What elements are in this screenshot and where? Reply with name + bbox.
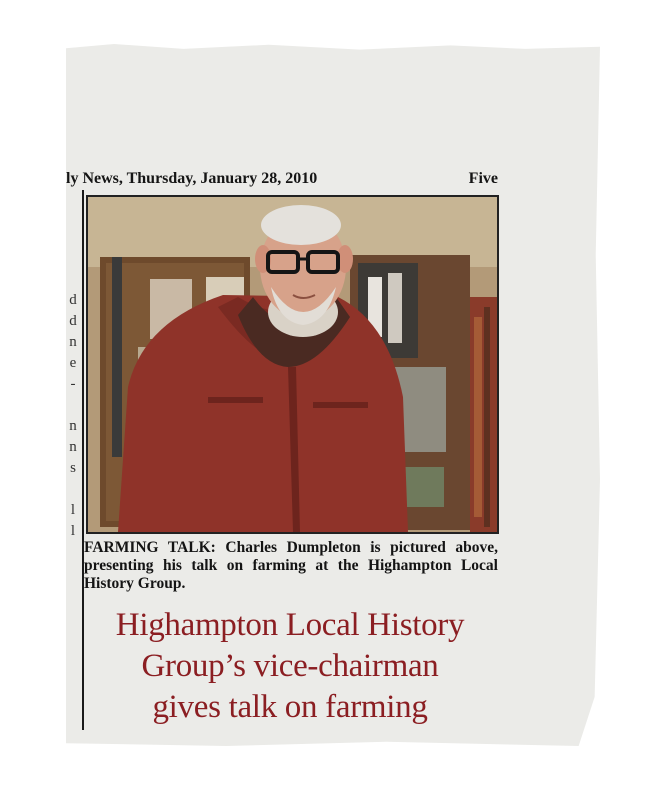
headline-line-1: Highampton Local History xyxy=(115,607,465,643)
edge-letter: n xyxy=(69,439,77,455)
cut-off-column-text xyxy=(66,290,80,542)
edge-letter: - xyxy=(70,376,76,392)
edge-letter: e xyxy=(69,355,77,371)
edge-letter: n xyxy=(69,334,77,350)
edge-letter: d xyxy=(69,313,77,329)
caption-lead: FARMING TALK: xyxy=(84,539,216,556)
headline-line-3: gives talk on farming xyxy=(152,689,428,725)
edge-letter xyxy=(66,479,80,500)
caption-text: Charles Dumpleton is pictured above, presenting his talk on farming at the Highampton Local History Group. xyxy=(84,539,499,592)
edge-letter: l xyxy=(70,523,76,539)
newspaper-masthead xyxy=(66,168,498,192)
edge-letter xyxy=(66,395,80,416)
news-photo xyxy=(86,195,499,534)
edge-letter: l xyxy=(70,502,76,518)
headline-line-2: Group’s vice-chairman xyxy=(141,648,439,684)
photo-caption xyxy=(84,539,498,593)
paper-date-line: ly News, Thursday, January 28, 2010 xyxy=(66,170,318,187)
edge-letter: d xyxy=(69,292,77,308)
page-number: Five xyxy=(468,170,498,187)
edge-letter: n xyxy=(69,418,77,434)
edge-letter: s xyxy=(70,460,76,476)
article-headline xyxy=(76,605,504,728)
photo-of-speaker xyxy=(88,197,497,532)
